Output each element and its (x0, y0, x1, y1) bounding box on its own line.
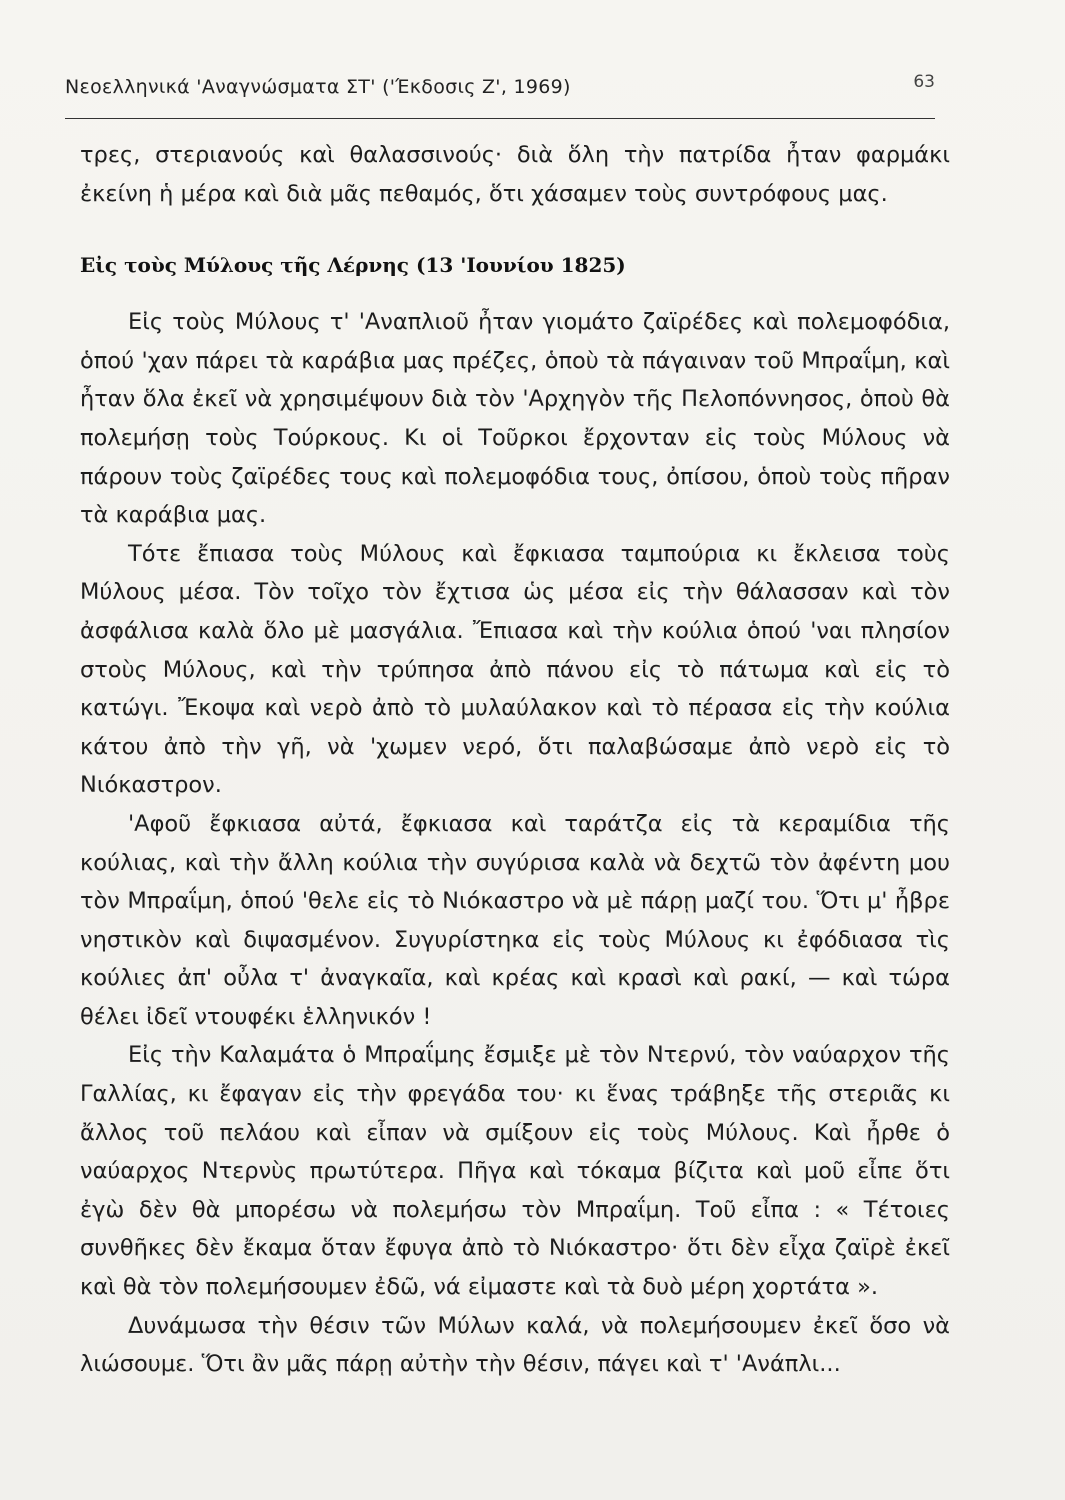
paragraph-2: Τότε ἔπιασα τοὺς Μύλους καὶ ἔφκιασα ταμπούρια κι ἔκλεισα τοὺς Μύλους μέσα. Τὸν τοῖχο τὸν ἔχτισα ὡς μέσα εἰς τὴν θάλασσαν καὶ τὸν ἀσφάλισα καλὰ ὅλο μὲ μασγάλια. Ἔπιασα καὶ τὴν κούλια ὁπού 'ναι πλησίον στοὺς Μύλους, καὶ τὴν τρύπησα ἀπὸ πάνου εἰς τὸ πάτωμα καὶ εἰς τὸ κατώγι. Ἔκοψα καὶ νερὸ ἀπὸ τὸ μυλαύλακον καὶ τὸ πέρασα εἰς τὴν κούλια κάτου ἀπὸ τὴν γῆ, νὰ 'χωμεν νερό, ὅτι παλαβώσαμε ἀπὸ νερὸ εἰς τὸ Νιόκαστρον. (80, 540, 950, 799)
body-text (80, 136, 950, 1384)
paragraph-1: Εἰς τοὺς Μύλους τ' 'Αναπλιοῦ ἦταν γιομάτο ζαϊρέδες καὶ πολεμοφόδια, ὁπού 'χαν πάρει τὰ καράβια μας πρέζες, ὁποὺ τὰ πάγαιναν τοῦ Μπραΐμη, καὶ ἦταν ὅλα ἐκεῖ νὰ χρησιμέψουν διὰ τὸν 'Αρχηγὸν τῆς Πελοπόννησος, ὁποὺ θὰ πολεμήσῃ τοὺς Τούρκους. Κι οἱ Τοῦρκοι ἔρχονταν εἰς τοὺς Μύλους νὰ πάρουν τοὺς ζαϊρέδες τους καὶ πολεμοφόδια τους, ὀπίσου, ὁποὺ τοὺς πῆραν τὰ καράβια μας. (80, 309, 950, 529)
intro-paragraph: τρες, στεριανούς καὶ θαλασσινούς· διὰ ὅλη τὴν πατρίδα ἦταν φαρμάκι ἐκείνη ἡ μέρα καὶ διὰ μᾶς πεθαμός, ὅτι χάσαμεν τοὺς συντρόφους μας. (80, 142, 950, 207)
running-header (65, 72, 935, 106)
section-heading: Εἰς τοὺς Μύλους τῆς Λέρνης (13 'Ιουνίου 1825) (80, 253, 626, 278)
paragraph-3: 'Αφοῦ ἔφκιασα αὐτά, ἔφκιασα καὶ ταράτζα εἰς τὰ κεραμίδια τῆς κούλιας, καὶ τὴν ἄλλη κούλια τὴν συγύρισα καλὰ νὰ δεχτῶ τὸν ἀφέντη μου τὸν Μπραΐμη, ὁπού 'θελε εἰς τὸ Νιόκαστρο νὰ μὲ πάρῃ μαζί του. Ὅτι μ' ἦβρε νηστικὸν καὶ διψασμένον. Συγυρίστηκα εἰς τοὺς Μύλους κι ἐφόδιασα τὶς κούλιες ἀπ' οὖλα τ' ἀναγκαῖα, καὶ κρέας καὶ κρασὶ καὶ ρακί, — καὶ τώρα θέλει ἰδεῖ ντουφέκι ἑλληνικόν ! (80, 810, 950, 1030)
paragraph-5: Δυνάμωσα τὴν θέσιν τῶν Μύλων καλά, νὰ πολεμήσουμεν ἐκεῖ ὅσο νὰ λιώσουμε. Ὅτι ἂν μᾶς πάρῃ αὐτὴν τὴν θέσιν, πάγει καὶ τ' 'Ανάπλι... (80, 1312, 950, 1378)
paragraph-4: Εἰς τὴν Καλαμάτα ὁ Μπραΐμης ἔσμιξε μὲ τὸν Ντερνύ, τὸν ναύαρχον τῆς Γαλλίας, κι ἔφαγαν εἰς τὴν φρεγάδα του· κι ἕνας τράβηξε τῆς στεριᾶς κι ἄλλος τοῦ πελάου καὶ εἶπαν νὰ σμίξουν εἰς τοὺς Μύλους. Καὶ ἦρθε ὁ ναύαρχος Ντερνὺς πρωτύτερα. Πῆγα καὶ τόκαμα βίζιτα καὶ μοῦ εἶπε ὅτι ἐγὼ δὲν θὰ μπορέσω νὰ πολεμήσω τὸν Μπραΐμη. Τοῦ εἶπα : « Τέτοιες συνθῆκες δὲν ἔκαμα ὅταν ἔφυγα ἀπὸ τὸ Νιόκαστρο· ὅτι δὲν εἶχα ζαϊρὲ ἐκεῖ καὶ θὰ τὸν πολεμήσουμεν ἐδῶ, νά εἰμαστε καὶ τὰ δυὸ μέρη χορτάτα ». (80, 1042, 950, 1301)
running-header-title: Νεοελληνικά 'Αναγνώσματα ΣΤ' ('Έκδοσις Ζ', 1969) (65, 76, 571, 98)
page-number: 63 (913, 72, 935, 92)
header-rule (65, 118, 935, 119)
